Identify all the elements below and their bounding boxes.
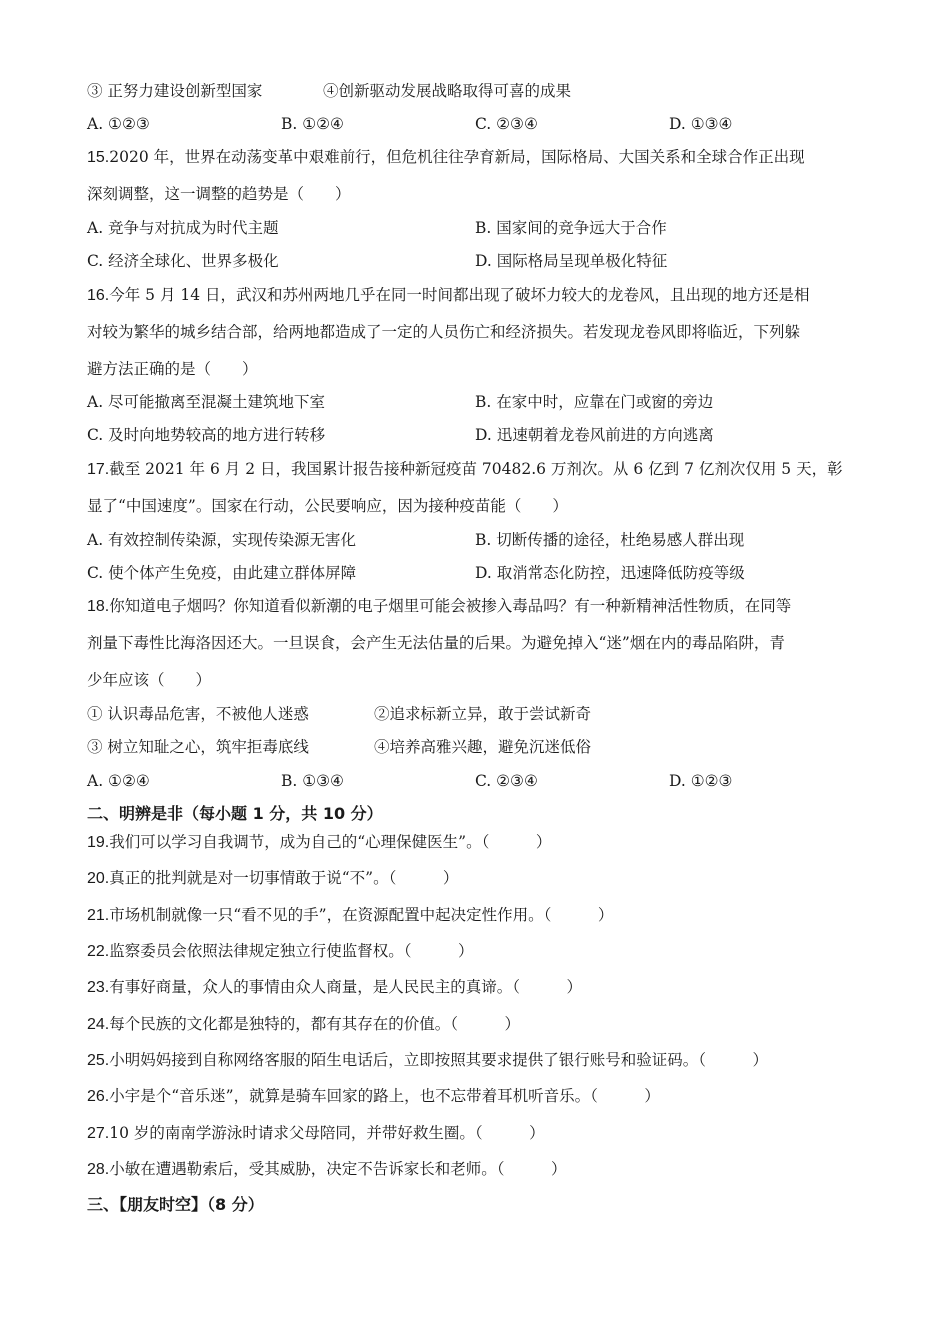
tf-question: 24.每个民族的文化都是独特的，都有其存在的价值。（ ） [87, 1015, 521, 1033]
q17-option-c: C. 使个体产生免疫，由此建立群体屏障 [87, 564, 357, 582]
section-2-heading: 二、明辨是非（每小题 1 分，共 10 分） [87, 804, 383, 823]
q16-option-d: D. 迅速朝着龙卷风前进的方向逃离 [475, 426, 714, 444]
q15-option-d: D. 国际格局呈现单极化特征 [475, 252, 668, 270]
q18-statement-2: ②追求标新立异，敢于尝试新奇 [374, 705, 592, 723]
question-number: 19. [87, 834, 110, 851]
tf-question: 26.小宇是个“音乐迷”，就算是骑车回家的路上，也不忘带着耳机听音乐。（ ） [87, 1087, 660, 1105]
q17-option-d: D. 取消常态化防控，迅速降低防疫等级 [475, 564, 745, 582]
q15-stem-line1: 15.2020 年，世界在动荡变革中艰难前行，但危机往往孕育新局，国际格局、大国关系和全球合作正出现 [87, 148, 805, 166]
q14-statement-3: ③ 正努力建设创新型国家 [87, 82, 263, 100]
question-number: 25. [87, 1052, 110, 1069]
tf-question: 21.市场机制就像一只“看不见的手”，在资源配置中起决定性作用。（ ） [87, 906, 614, 924]
tf-question: 20.真正的批判就是对一切事情敢于说“不”。（ ） [87, 869, 459, 887]
q16-option-b: B. 在家中时，应靠在门或窗的旁边 [475, 393, 714, 411]
question-number: 16. [87, 287, 110, 304]
tf-question: 19.我们可以学习自我调节，成为自己的“心理保健医生”。（ ） [87, 833, 552, 851]
q16-stem-line3: 避方法正确的是（ ） [87, 360, 258, 378]
q16-stem-line2: 对较为繁华的城乡结合部，给两地都造成了一定的人员伤亡和经济损失。若发现龙卷风即将临近，下列躲 [87, 323, 801, 341]
q18-option-d: D. ①②③ [669, 772, 733, 790]
q15-option-a: A. 竞争与对抗成为时代主题 [87, 219, 279, 237]
question-number: 23. [87, 979, 110, 996]
q18-statement-1: ① 认识毒品危害，不被他人迷惑 [87, 705, 309, 723]
q17-stem-line2: 显了“中国速度”。国家在行动，公民要响应，因为接种疫苗能（ ） [87, 497, 568, 515]
q18-option-c: C. ②③④ [475, 772, 538, 790]
q18-option-b: B. ①③④ [281, 772, 344, 790]
q18-option-a: A. ①②④ [87, 772, 150, 790]
tf-question: 28.小敏在遭遇勒索后，受其威胁，决定不告诉家长和老师。（ ） [87, 1160, 567, 1178]
q15-stem-line2: 深刻调整，这一调整的趋势是（ ） [87, 185, 351, 203]
question-number: 27. [87, 1125, 110, 1142]
question-number: 28. [87, 1161, 110, 1178]
q16-option-a: A. 尽可能撤离至混凝土建筑地下室 [87, 393, 326, 411]
q18-stem-line2: 剂量下毒性比海洛因还大。一旦误食，会产生无法估量的后果。为避免掉入“迷”烟在内的毒品陷阱，青 [87, 634, 785, 652]
section-3-heading: 三、【朋友时空】（8 分） [87, 1195, 264, 1214]
tf-question: 27.10 岁的南南学游泳时请求父母陪同，并带好救生圈。（ ） [87, 1124, 545, 1142]
q18-stem-line1: 18.你知道电子烟吗？你知道看似新潮的电子烟里可能会被掺入毒品吗？有一种新精神活性物质，在同等 [87, 597, 792, 615]
q18-stem-line3: 少年应该（ ） [87, 671, 212, 689]
q14-option-d: D. ①③④ [669, 115, 733, 133]
q14-option-c: C. ②③④ [475, 115, 538, 133]
question-number: 21. [87, 907, 110, 924]
q18-statement-3: ③ 树立知耻之心，筑牢拒毒底线 [87, 738, 309, 756]
q14-option-b: B. ①②④ [281, 115, 344, 133]
question-number: 17. [87, 461, 110, 478]
question-number: 15. [87, 149, 110, 166]
question-number: 24. [87, 1016, 110, 1033]
q14-option-a: A. ①②③ [87, 115, 150, 133]
q17-stem-line1: 17.截至 2021 年 6 月 2 日，我国累计报告接种新冠疫苗 70482.6 万剂次。从 6 亿到 7 亿剂次仅用 5 天，彰 [87, 460, 843, 478]
q18-statement-4: ④培养高雅兴趣，避免沉迷低俗 [374, 738, 592, 756]
question-number: 18. [87, 598, 110, 615]
q17-option-b: B. 切断传播的途径，杜绝易感人群出现 [475, 531, 745, 549]
tf-question: 22.监察委员会依照法律规定独立行使监督权。（ ） [87, 942, 474, 960]
q17-option-a: A. 有效控制传染源，实现传染源无害化 [87, 531, 357, 549]
tf-question: 23.有事好商量，众人的事情由众人商量，是人民民主的真谛。（ ） [87, 978, 583, 996]
q15-option-c: C. 经济全球化、世界多极化 [87, 252, 279, 270]
q15-option-b: B. 国家间的竞争远大于合作 [475, 219, 667, 237]
question-number: 22. [87, 943, 110, 960]
question-number: 26. [87, 1088, 110, 1105]
q16-stem-line1: 16.今年 5 月 14 日，武汉和苏州两地几乎在同一时间都出现了破坏力较大的龙卷风，且出现的地方还是相 [87, 286, 810, 304]
q16-option-c: C. 及时向地势较高的地方进行转移 [87, 426, 326, 444]
q14-statement-4: ④创新驱动发展战略取得可喜的成果 [323, 82, 572, 100]
tf-question: 25.小明妈妈接到自称网络客服的陌生电话后，立即按照其要求提供了银行账号和验证码。（ ） [87, 1051, 769, 1069]
question-number: 20. [87, 870, 110, 887]
